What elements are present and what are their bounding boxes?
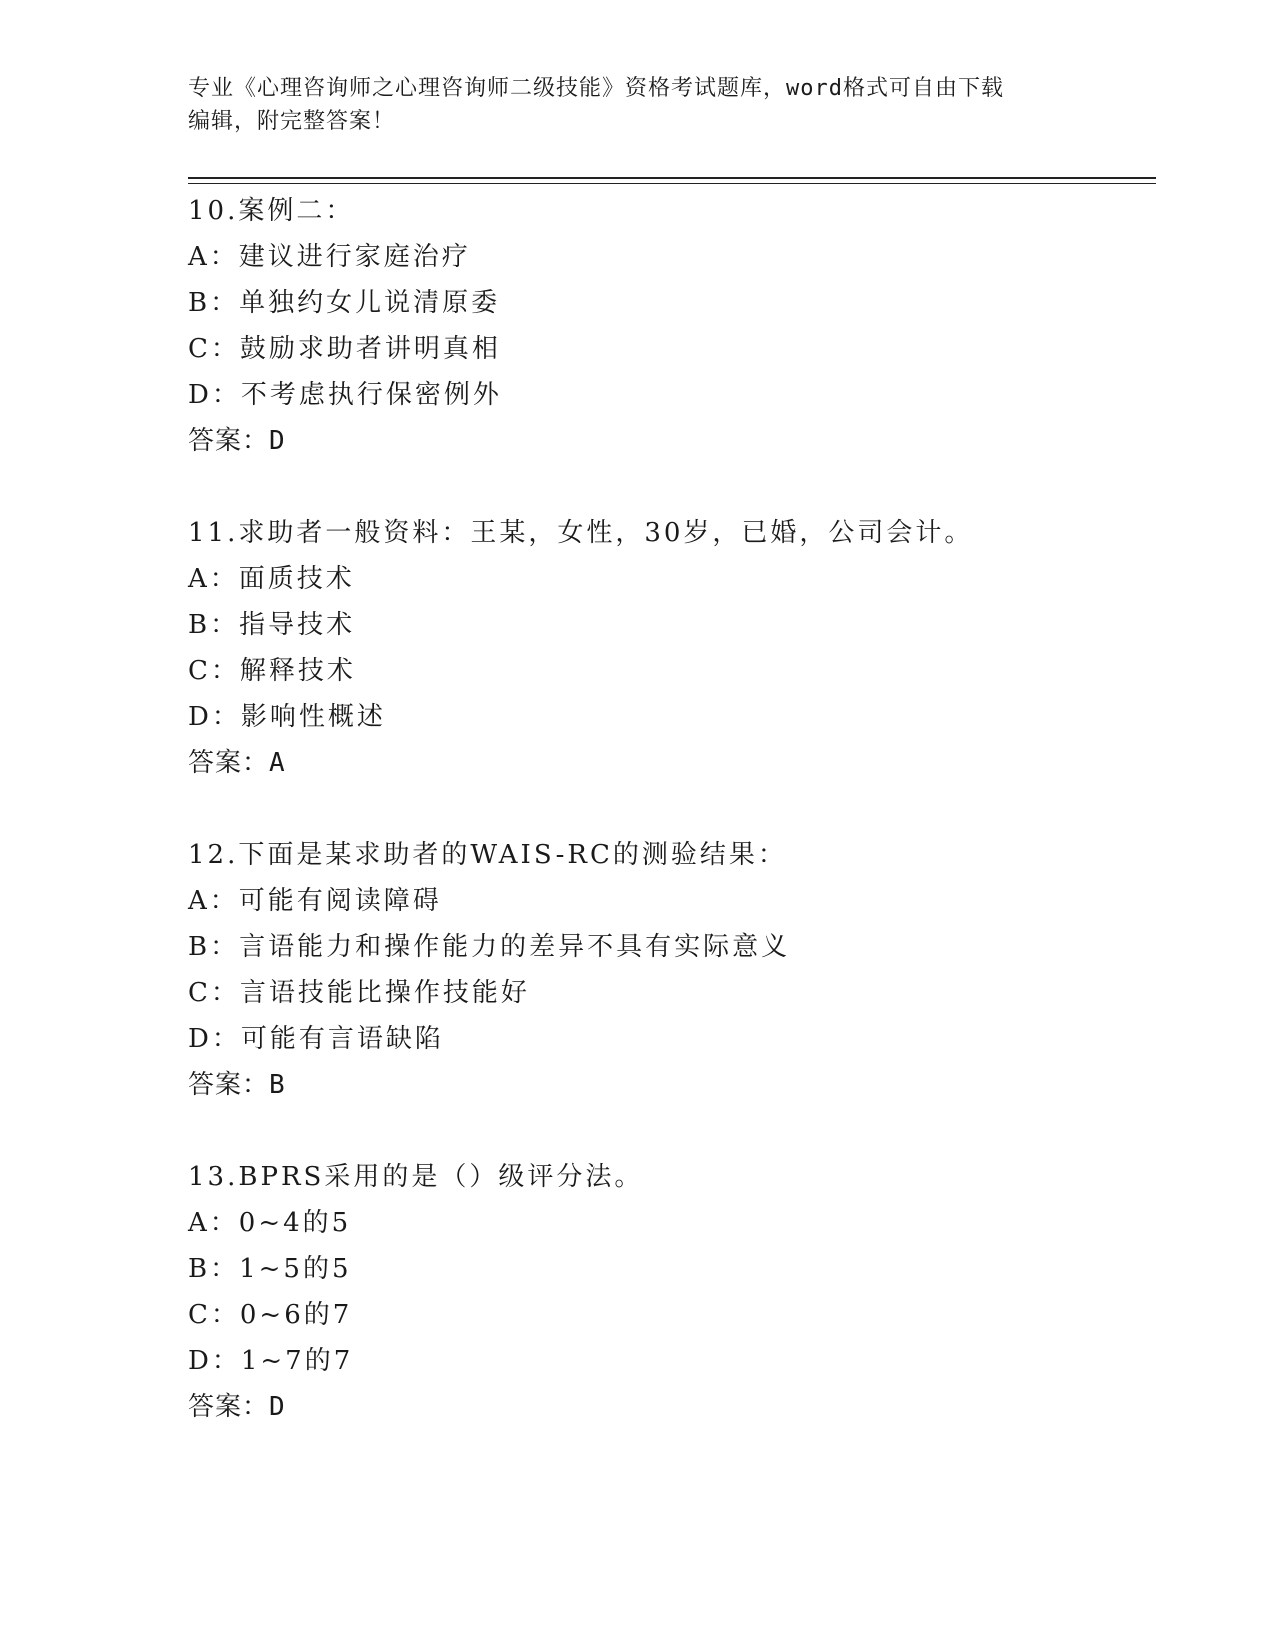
header-line-2: 编辑，附完整答案！ <box>188 109 396 134</box>
question-11 <box>188 510 1148 786</box>
question-12 <box>188 832 1148 1108</box>
option-a: A：0~4的5 <box>188 1208 352 1238</box>
option-d: D：影响性概述 <box>188 702 386 732</box>
answer-line: 答案：D <box>188 1392 286 1422</box>
option-d: D：可能有言语缺陷 <box>188 1024 444 1054</box>
option-d: D：不考虑执行保密例外 <box>188 380 502 410</box>
option-b: B：单独约女儿说清原委 <box>188 288 501 318</box>
answer-line: 答案：D <box>188 426 286 456</box>
option-a: A：建议进行家庭治疗 <box>188 242 471 272</box>
question-stem: 13.BPRS采用的是（）级评分法。 <box>188 1162 644 1192</box>
header-line-1: 专业《心理咨询师之心理咨询师二级技能》资格考试题库，word格式可自由下载 <box>188 76 1004 101</box>
option-a: A：可能有阅读障碍 <box>188 886 442 916</box>
option-d: D：1~7的7 <box>188 1346 354 1376</box>
question-stem: 12.下面是某求助者的WAIS-RC的测验结果： <box>188 840 787 870</box>
header-divider-thick <box>188 177 1156 179</box>
document-header <box>188 72 1088 138</box>
question-list <box>188 188 1148 1476</box>
option-b: B：言语能力和操作能力的差异不具有实际意义 <box>188 932 791 962</box>
option-c: C：解释技术 <box>188 656 356 686</box>
question-13 <box>188 1154 1148 1430</box>
question-stem: 10.案例二： <box>188 196 355 226</box>
answer-line: 答案：A <box>188 748 286 778</box>
header-divider-thin <box>188 183 1156 184</box>
question-stem: 11.求助者一般资料：王某，女性，30岁，已婚，公司会计。 <box>188 518 974 548</box>
option-b: B：1~5的5 <box>188 1254 352 1284</box>
option-a: A：面质技术 <box>188 564 355 594</box>
answer-line: 答案：B <box>188 1070 286 1100</box>
option-c: C：言语技能比操作技能好 <box>188 978 530 1008</box>
option-b: B：指导技术 <box>188 610 356 640</box>
question-10 <box>188 188 1148 464</box>
option-c: C：鼓励求助者讲明真相 <box>188 334 501 364</box>
option-c: C：0~6的7 <box>188 1300 353 1330</box>
